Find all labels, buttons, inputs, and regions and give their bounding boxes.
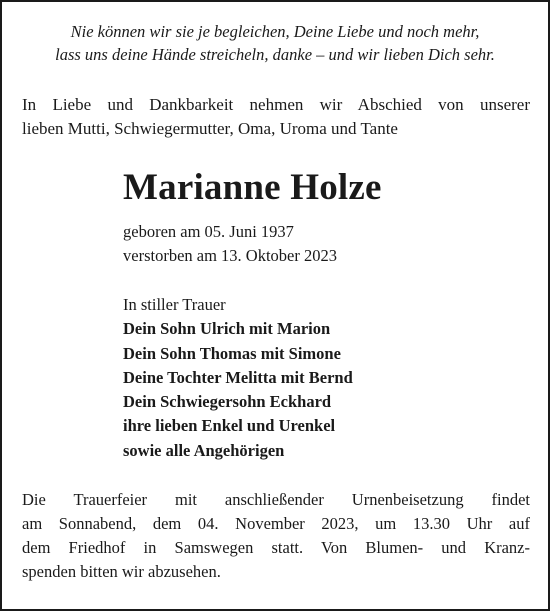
death-date: verstorben am 13. Oktober 2023 (123, 246, 337, 265)
deceased-name: Marianne Holze (123, 167, 382, 208)
mourner-name: Dein Sohn Thomas mit Simone (123, 343, 341, 363)
mourner-name: Dein Schwiegersohn Eckhard (123, 392, 332, 412)
mourner-name: Dein Sohn Ulrich mit Marion (123, 319, 331, 339)
intro-line: In Liebe und Dankbarkeit nehmen wir Abschied von unserer (22, 95, 530, 114)
verse-line: Nie können wir sie je begleichen, Deine Liebe und noch mehr, (70, 22, 480, 41)
ceremony-line: am Sonnabend, dem 04. November 2023, um 13.30 Uhr auf (22, 514, 530, 533)
birth-date: geboren am 05. Juni 1937 (123, 222, 294, 241)
intro-line: lieben Mutti, Schwiegermutter, Oma, Uroma und Tante (22, 119, 398, 138)
ceremony-line: dem Friedhof in Samswegen statt. Von Blumen- und Kranz- (22, 538, 530, 557)
ceremony-line: spenden bitten wir abzusehen. (22, 562, 221, 581)
life-dates (123, 220, 337, 268)
verse (0, 20, 550, 66)
ceremony-line: Die Trauerfeier mit anschließender Urnenbeisetzung findet (22, 490, 530, 509)
mourner-name: ihre lieben Enkel und Urenkel (123, 416, 336, 436)
mourners-heading: In stiller Trauer (123, 295, 226, 314)
mourners-list (123, 293, 353, 463)
mourner-name: Deine Tochter Melitta mit Bernd (123, 367, 353, 387)
intro-text (22, 93, 530, 141)
mourner-name: sowie alle Angehörigen (123, 440, 285, 460)
ceremony-info (22, 488, 530, 584)
verse-line: lass uns deine Hände streicheln, danke – und wir lieben Dich sehr. (55, 45, 495, 64)
